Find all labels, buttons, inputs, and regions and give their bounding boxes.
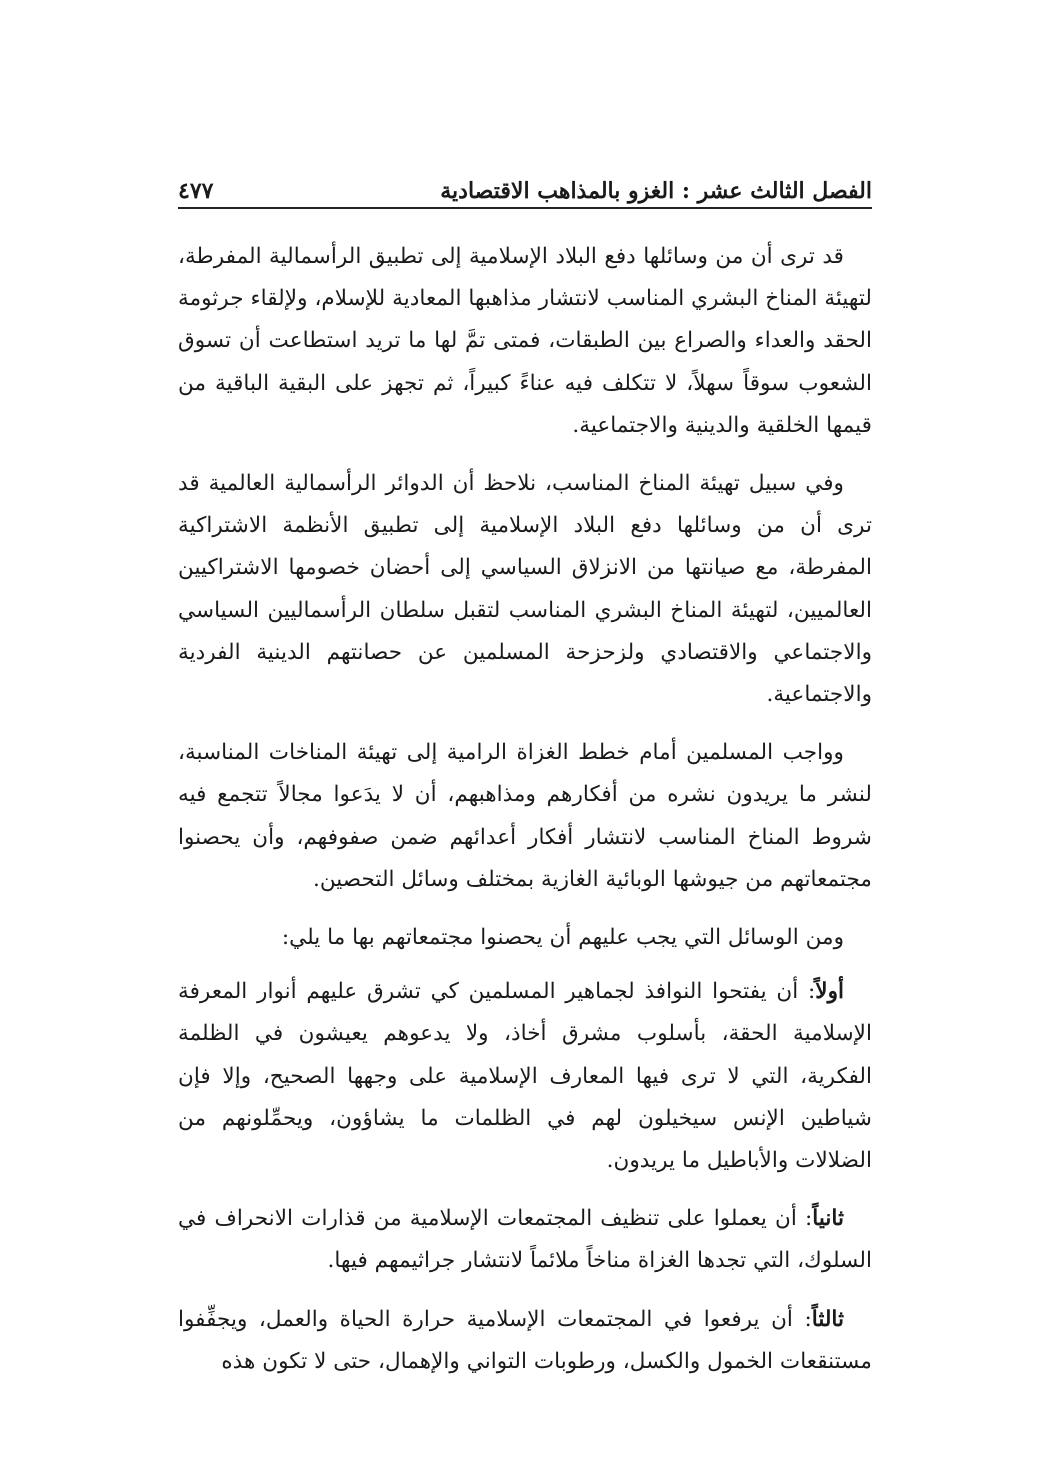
paragraph-2-text: وفي سبيل تهيئة المناخ المناسب، نلاحظ أن الدوائر الرأسمالية العالمية قد ترى أن من وسائلها دفع البلاد الإسلامية إلى تطبيق الأنظمة الاشتراكية المفرطة، مع صيانتها من الانزلاق السياسي إلى أحضان خصومها الاشتراكيين العالميين، لتهيئة المناخ البشري المناسب لتقبل سلطان الرأسماليين السياسي والاجتماعي والاقتصادي ولزحزحة المسلمين عن حصانتهم الدينية الفردية والاجتماعية. xyxy=(178,471,872,708)
paragraph-5 xyxy=(178,971,872,1182)
paragraph-5-lead: أولاً xyxy=(815,979,844,1005)
paragraph-3 xyxy=(178,732,872,901)
paragraph-1-text: قد ترى أن من وسائلها دفع البلاد الإسلامية إلى تطبيق الرأسمالية المفرطة، لتهيئة المناخ البشري المناسب لانتشار مذاهبها المعادية للإسلام، ولإلقاء جرثومة الحقد والعداء والصراع بين الطبقات، فمتى تمَّ لها ما تريد استطاعت أن تسوق الشعوب سوقاً سهلاً، لا تتكلف فيه عناءً كبيراً، ثم تجهز على البقية الباقية من قيمها الخلقية والدينية والاجتماعية. xyxy=(178,244,872,438)
paragraph-6-text: : أن يعملوا على تنظيف المجتمعات الإسلامية من قذارات الانحراف في السلوك، التي تجدها الغزاة مناخاً ملائماً لانتشار جراثيمهم فيها. xyxy=(178,1206,872,1274)
paragraph-4 xyxy=(178,917,872,959)
paragraph-6-lead: ثانياً xyxy=(812,1206,844,1232)
paragraph-2 xyxy=(178,463,872,716)
running-header xyxy=(178,168,872,204)
body-text xyxy=(178,236,872,1399)
page-number: ٤٧٧ xyxy=(178,178,214,204)
paragraph-1 xyxy=(178,236,872,447)
paragraph-7 xyxy=(178,1299,872,1383)
paragraph-4-text: ومن الوسائل التي يجب عليهم أن يحصنوا مجتمعاتهم بها ما يلي: xyxy=(281,925,844,951)
header-rule xyxy=(178,207,872,209)
paragraph-6 xyxy=(178,1198,872,1282)
paragraph-3-text: وواجب المسلمين أمام خطط الغزاة الرامية إلى تهيئة المناخات المناسبة، لنشر ما يريدون نشره من أفكارهم ومذاهبهم، أن لا يدَعوا مجالاً تتجمع فيه شروط المناخ المناسب لانتشار أفكار أعدائهم ضمن صفوفهم، وأن يحصنوا مجتمعاتهم من جيوشها الوبائية الغازية بمختلف وسائل التحصين. xyxy=(178,740,872,892)
paragraph-7-text: : أن يرفعوا في المجتمعات الإسلامية حرارة الحياة والعمل، ويجفِّفوا مستنقعات الخمول والكسل، ورطوبات التواني والإهمال، حتى لا تكون هذه xyxy=(178,1306,872,1374)
paragraph-7-lead: ثالثاً xyxy=(811,1306,844,1332)
paragraph-5-text: : أن يفتحوا النوافذ لجماهير المسلمين كي تشرق عليهم أنوار المعرفة الإسلامية الحقة، بأسلوب مشرق أخاذ، ولا يدعوهم يعيشون في الظلمة الفكرية، التي لا ترى فيها المعارف الإسلامية على وجهها الصحيح، وإلا فإن شياطين الإنس سيخيلون لهم في الظلمات ما يشاؤون، ويحمِّلونهم من الضلالات والأباطيل ما يريدون. xyxy=(178,979,872,1174)
chapter-title: الفصل الثالث عشر : الغزو بالمذاهب الاقتصادية xyxy=(440,178,872,204)
